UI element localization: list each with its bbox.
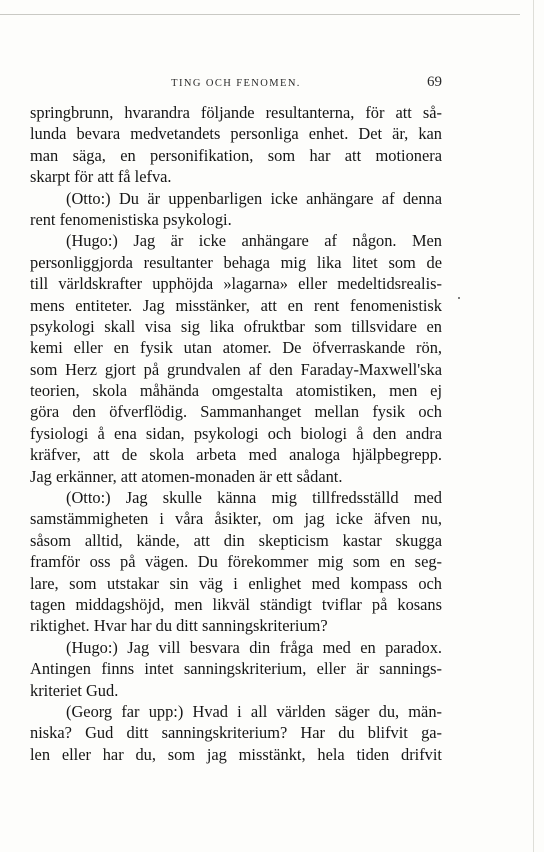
text-line: Jag erkänner, att atomen-monaden är ett sådant.	[30, 466, 343, 486]
text-line: (Hugo:) Jag är icke anhängare af någon. Men	[66, 231, 442, 251]
ink-speck	[458, 297, 460, 299]
page-header	[30, 74, 442, 94]
text-line: springbrunn, hvarandra följande resultanterna, för att så-	[30, 103, 442, 122]
text-line: len eller har du, som jag misstänkt, hela tiden drifvit	[30, 744, 442, 764]
text-line: riktighet. Hvar har du ditt sanningskriterium?	[30, 616, 328, 636]
text-line: kriteriet Gud.	[30, 680, 119, 700]
text-line: kemi eller en fysik utan atomer. De öfverraskande rön,	[30, 338, 442, 358]
text-line: (Georg far upp:) Hvad i all världen säger du, män-	[66, 701, 442, 721]
text-line: såsom alltid, kände, att din skepticism kastar skugga	[30, 530, 442, 550]
body-text	[30, 102, 442, 765]
text-line: framför oss på vägen. Du förekommer mig som en seg-	[30, 552, 442, 572]
text-line: göra den öfverflödig. Sammanhanget mellan fysik och	[30, 402, 442, 422]
text-line: niska? Gud ditt sanningskriterium? Har du blifvit ga-	[30, 723, 442, 743]
text-line: lare, som utstakar sin väg i enlighet med kompass och	[30, 573, 442, 593]
right-page-edge	[533, 0, 534, 852]
text-line: psykologi skall visa sig lika ofruktbar som tillsvidare en	[30, 316, 442, 336]
text-line: till världskrafter upphöjda »lagarna» eller medeltidsrealis-	[30, 274, 442, 294]
text-line: samstämmigheten i våra åsikter, om jag icke äfven nu,	[30, 509, 442, 529]
text-line: lunda bevara medvetandets personliga enhet. Det är, kan	[30, 124, 442, 144]
text-line: som Herz gjort på grundvalen af den Faraday-Maxwell'ska	[30, 359, 442, 379]
text-line: (Otto:) Du är uppenbarligen icke anhängare af denna	[66, 188, 442, 208]
text-line: skarpt för att få lefva.	[30, 167, 172, 187]
text-line: rent fenomenistiska psykologi.	[30, 209, 232, 229]
text-line: man säga, en personifikation, som har att motionera	[30, 145, 442, 165]
top-edge-rule	[0, 14, 520, 15]
running-title: TING OCH FENOMEN.	[171, 78, 301, 89]
text-line: (Hugo:) Jag vill besvara din fråga med en paradox.	[66, 637, 442, 657]
text-line: fysiologi å ena sidan, psykologi och biologi å den andra	[30, 423, 442, 443]
text-line: (Otto:) Jag skulle känna mig tillfredsställd med	[66, 488, 442, 508]
text-line: mens entiteter. Jag misstänker, att en rent fenomenistisk	[30, 295, 442, 315]
text-line: kräfver, att de skola arbeta med analoga hjälpbegrepp.	[30, 445, 442, 465]
text-line: personliggjorda resultanter behaga mig lika litet som de	[30, 252, 442, 272]
text-line: tagen middagshöjd, men likväl ständigt tviflar på kosans	[30, 594, 442, 614]
text-line: teorien, skola måhända omgestalta atomistiken, men ej	[30, 381, 442, 401]
page-number: 69	[427, 74, 442, 90]
text-line: Antingen finns intet sanningskriterium, eller är sannings-	[30, 659, 442, 679]
